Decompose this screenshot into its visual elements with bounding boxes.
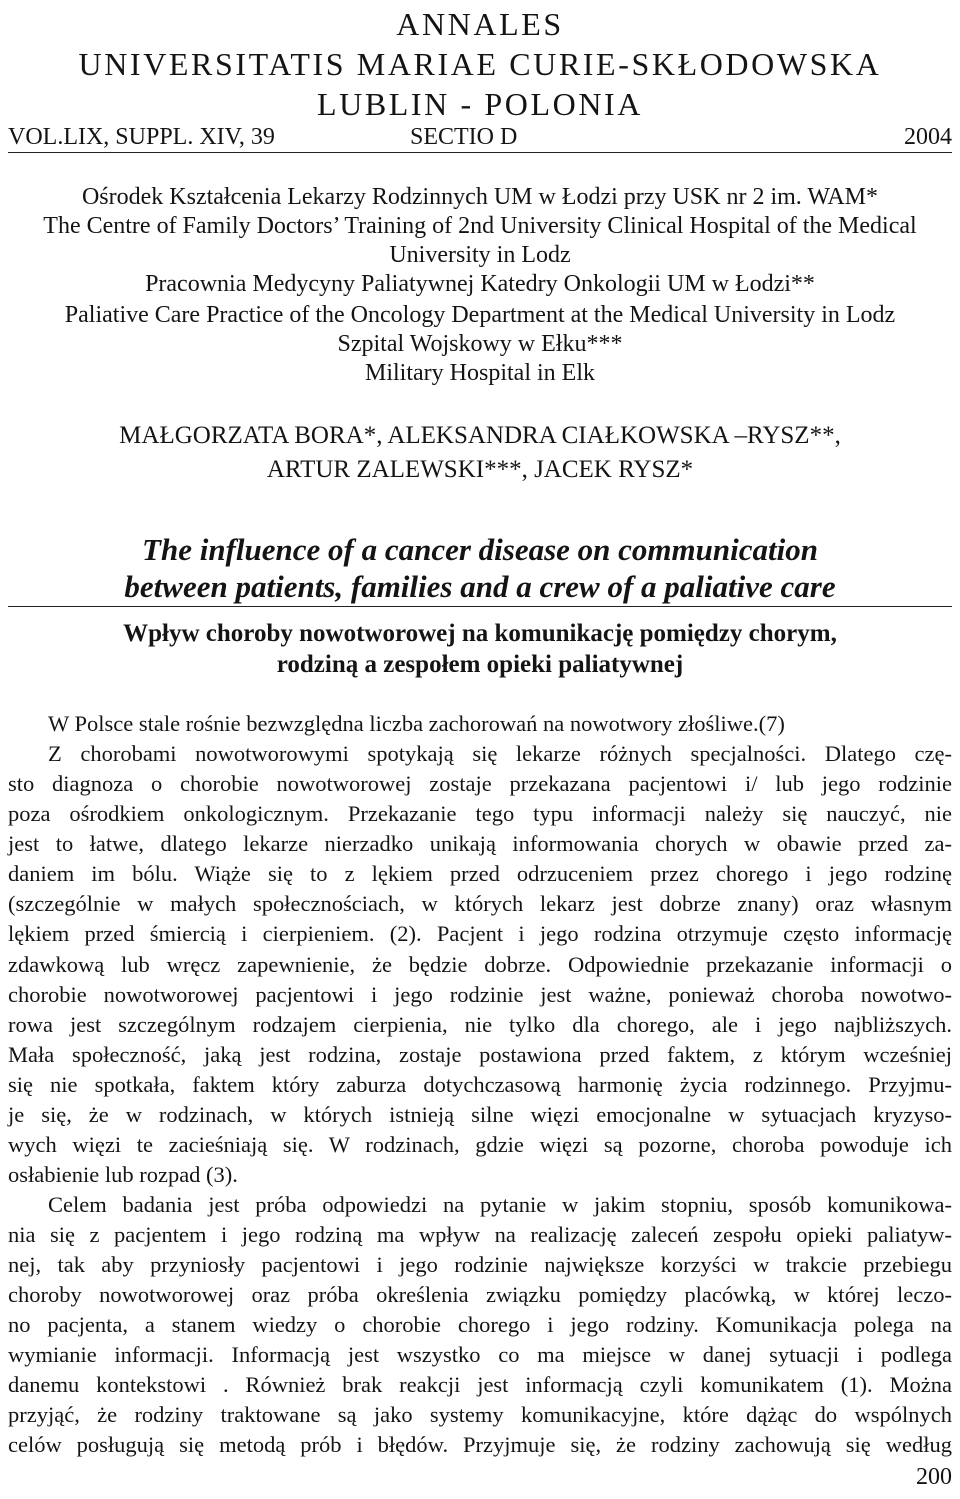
affiliation-line-3: University in Lodz	[389, 242, 571, 268]
page-number: 200	[916, 1464, 952, 1490]
journal-name-line-3: LUBLIN - POLONIA	[316, 86, 643, 122]
body-line: sto diagnoza o chorobie nowotworowej zostaje przekazana pacjentowi i/ lub jego rodzinie	[8, 771, 952, 796]
body-line: przyjąć, że rodziny traktowane są jako systemy komunikacyjne, które dążąc do wspólnych	[8, 1402, 952, 1427]
affiliation-line-6: Szpital Wojskowy w Ełku***	[337, 331, 623, 357]
body-line: celów posługują się metodą prób i błędów. Przyjmuje się, że rodziny zachowują się według	[8, 1432, 952, 1457]
volume-row	[8, 122, 952, 152]
affiliation-line-2: The Centre of Family Doctors’ Training of 2nd University Clinical Hospital of the Medical	[43, 213, 917, 239]
body-line: no pacjenta, a stanem wiedzy o chorobie chorego i jego rodziny. Komunikacja polega na	[8, 1312, 952, 1337]
journal-name-line-1: ANNALES	[396, 6, 564, 42]
body-line: poza ośrodkiem onkologicznym. Przekazanie tego typu informacji należy się nauczyć, nie	[8, 801, 952, 826]
body-line: osłabienie lub rozpad (3).	[8, 1162, 238, 1187]
body-line: chorobie nowotworowej pacjentowi i jego rodzinie jest ważne, ponieważ choroba nowotwo-	[8, 982, 952, 1007]
body-line: wych więzi te zacieśniają się. W rodzinach, gdzie więzi są pozorne, choroba powoduje ich	[8, 1132, 952, 1157]
body-line: je się, że w rodzinach, w których istnieją silne więzi emocjonalne w sytuacjach kryzyso-	[8, 1102, 952, 1127]
body-line: lękiem przed śmiercią i cierpieniem. (2). Pacjent i jego rodzina otrzymuje często informację	[8, 921, 952, 946]
body-line: rowa jest szczególnym rodzajem cierpienia, nie tylko dla chorego, ale i jego najbliższych.	[8, 1012, 952, 1037]
article-title-en-line-2: between patients, families and a crew of a paliative care	[124, 569, 836, 604]
volume-info: VOL.LIX, SUPPL. XIV, 39	[8, 124, 275, 150]
body-line: daniem im bólu. Wiąże się to z lękiem przed odrzuceniem przez chorego i jego rodzinę	[8, 861, 952, 886]
body-line: się nie spotkała, faktem który zaburza dotychczasową harmonię życia rodzinnego. Przyjmu-	[8, 1072, 952, 1097]
body-line: danemu kontekstowi . Również brak reakcji jest informacją czyli komunikatem (1). Można	[8, 1372, 952, 1397]
affiliation-line-4: Pracownia Medycyny Paliatywnej Katedry Onkologii UM w Łodzi**	[145, 271, 815, 297]
body-line: W Polsce stale rośnie bezwzględna liczba zachorowań na nowotwory złośliwe.(7)	[48, 711, 785, 736]
body-line: jest to łatwe, dlatego lekarze nierzadko unikają informowania chorych w obawie przed za-	[8, 831, 952, 856]
affiliation-line-7: Military Hospital in Elk	[365, 360, 595, 386]
affiliation-line-5: Paliative Care Practice of the Oncology Department at the Medical University in Lodz	[64, 302, 896, 328]
article-title-en-line-1: The influence of a cancer disease on communication	[142, 532, 818, 567]
affiliation-line-1: Ośrodek Kształcenia Lekarzy Rodzinnych UM w Łodzi przy USK nr 2 im. WAM*	[81, 184, 879, 210]
body-line: Mała społeczność, jaką jest rodzina, zostaje postawiona przed faktem, z którym wcześniej	[8, 1042, 952, 1067]
title-rule	[8, 606, 952, 607]
body-line: nia się z pacjentem i jego rodziną ma wpływ na realizację zaleceń zespołu opieki paliatyw-	[8, 1222, 952, 1247]
year-label: 2004	[904, 124, 952, 150]
journal-name-line-2: UNIVERSITATIS MARIAE CURIE-SKŁODOWSKA	[78, 46, 882, 82]
body-line: Z chorobami nowotworowymi spotykają się lekarze różnych specjalności. Dlatego czę-	[48, 741, 952, 766]
body-line: (szczególnie w małych społecznościach, w których lekarz jest dobrze znany) oraz własnym	[8, 891, 952, 916]
body-line: nej, tak aby przyniosły pacjentowi i jego rodzinie największe korzyści w trakcie przebiegu	[8, 1252, 952, 1277]
body-line: zdawkową lub wręcz zapewnienie, że będzie dobrze. Odpowiednie przekazanie informacji o	[8, 952, 952, 977]
body-line: wymianie informacji. Informacją jest wszystko co ma miejsce w danej sytuacji i podlega	[8, 1342, 952, 1367]
body-line: choroby nowotworowej oraz próba określenia związku pomiędzy placówką, w której leczo-	[8, 1282, 952, 1307]
authors-line-2: ARTUR ZALEWSKI***, JACEK RYSZ*	[266, 456, 694, 483]
article-title-pl-line-2: rodziną a zespołem opieki paliatywnej	[276, 651, 684, 678]
authors-line-1: MAŁGORZATA BORA*, ALEKSANDRA CIAŁKOWSKA –RYSZ**,	[119, 422, 841, 449]
section-label: SECTIO D	[410, 124, 518, 150]
header-rule	[8, 152, 952, 153]
article-title-pl-line-1: Wpływ choroby nowotworowej na komunikację pomiędzy chorym,	[123, 620, 837, 647]
body-line: Celem badania jest próba odpowiedzi na pytanie w jakim stopniu, sposób komunikowa-	[48, 1192, 952, 1217]
